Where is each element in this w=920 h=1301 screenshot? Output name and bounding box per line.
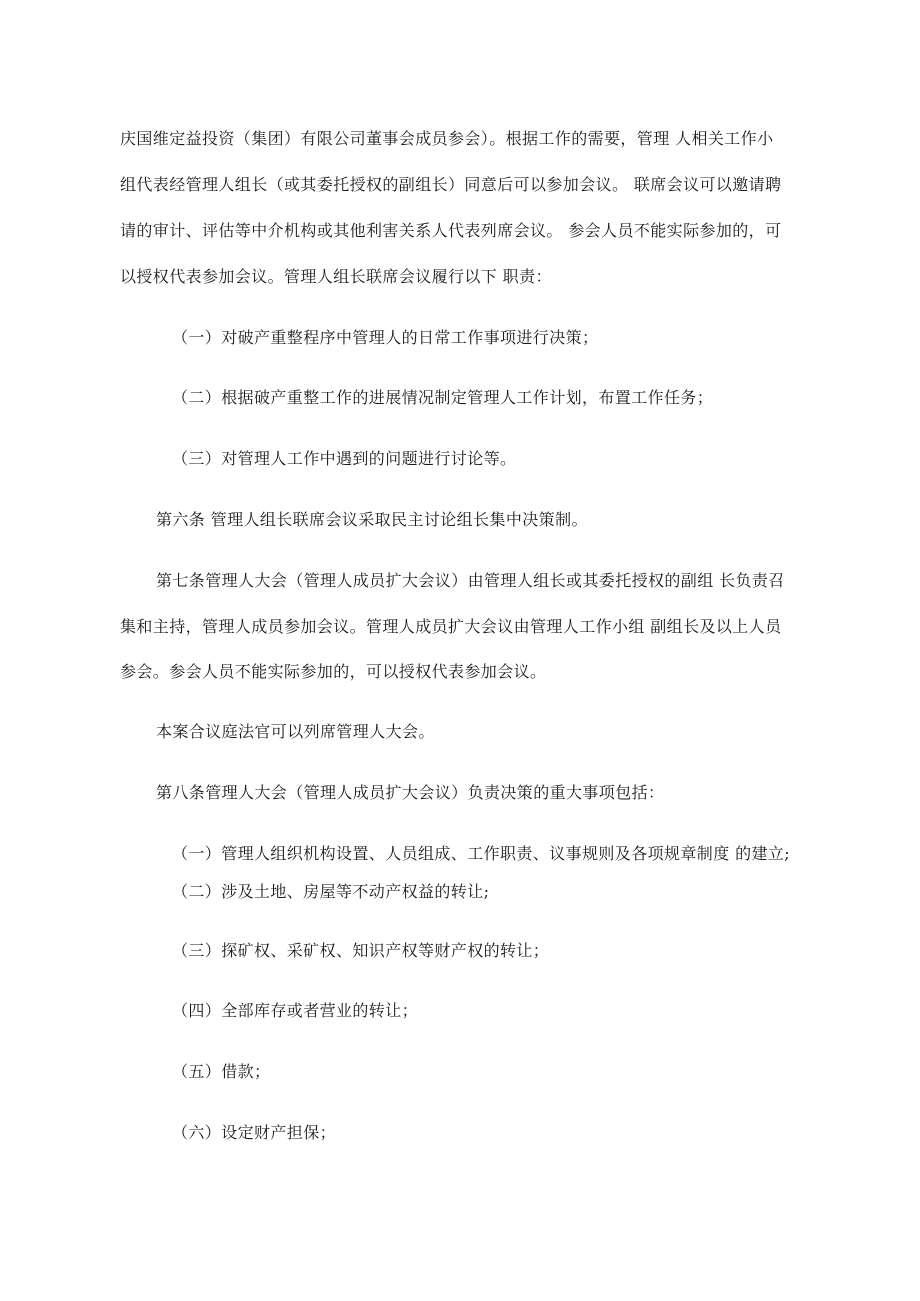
list-item: （五）借款； bbox=[172, 1062, 271, 1081]
list-item: （一）管理人组织机构设置、人员组成、工作职责、议事规则及各项规章制度 的建立; bbox=[172, 844, 791, 863]
paragraph-line: 集和主持，管理人成员参加会议。管理人成员扩大会议由管理人工作小组 副组长及以上人员 bbox=[120, 617, 782, 636]
list-item: （三）探矿权、采矿权、知识产权等财产权的转让； bbox=[172, 941, 550, 960]
article-line: 第八条管理人大会（管理人成员扩大会议）负责决策的重大事项包括： bbox=[156, 783, 665, 802]
list-item: （六）设定财产担保； bbox=[172, 1123, 337, 1142]
article-line: 第七条管理人大会（管理人成员扩大会议）由管理人组长或其委托授权的副组 长负责召 bbox=[156, 571, 785, 590]
paragraph-line: 参会。参会人员不能实际参加的，可以授权代表参加会议。 bbox=[120, 662, 547, 681]
paragraph-line: 庆国维定益投资（集团）有限公司董事会成员参会）。根据工作的需要，管理 人相关工作小 bbox=[120, 129, 774, 148]
paragraph-line: 请的审计、评估等中介机构或其他利害关系人代表列席会议。 参会人员不能实际参加的，可 bbox=[120, 221, 782, 240]
article-line: 第六条 管理人组长联席会议采取民主讨论组长集中决策制。 bbox=[156, 510, 588, 529]
paragraph-line: 组代表经管理人组长（或其委托授权的副组长）同意后可以参加会议。 联席会议可以邀请聘 bbox=[120, 175, 782, 194]
paragraph-line: 本案合议庭法官可以列席管理人大会。 bbox=[156, 722, 435, 741]
list-item: （四）全部库存或者营业的转让； bbox=[172, 1001, 419, 1020]
list-item: （二）涉及土地、房屋等不动产权益的转让; bbox=[172, 882, 490, 901]
list-item: （一）对破产重整程序中管理人的日常工作事项进行决策； bbox=[172, 328, 599, 347]
list-item: （二）根据破产重整工作的进展情况制定管理人工作计划，布置工作任务； bbox=[172, 388, 714, 407]
list-item: （三）对管理人工作中遇到的问题进行讨论等。 bbox=[172, 449, 517, 468]
paragraph-line: 以授权代表参加会议。管理人组长联席会议履行以下 职责： bbox=[120, 267, 552, 286]
